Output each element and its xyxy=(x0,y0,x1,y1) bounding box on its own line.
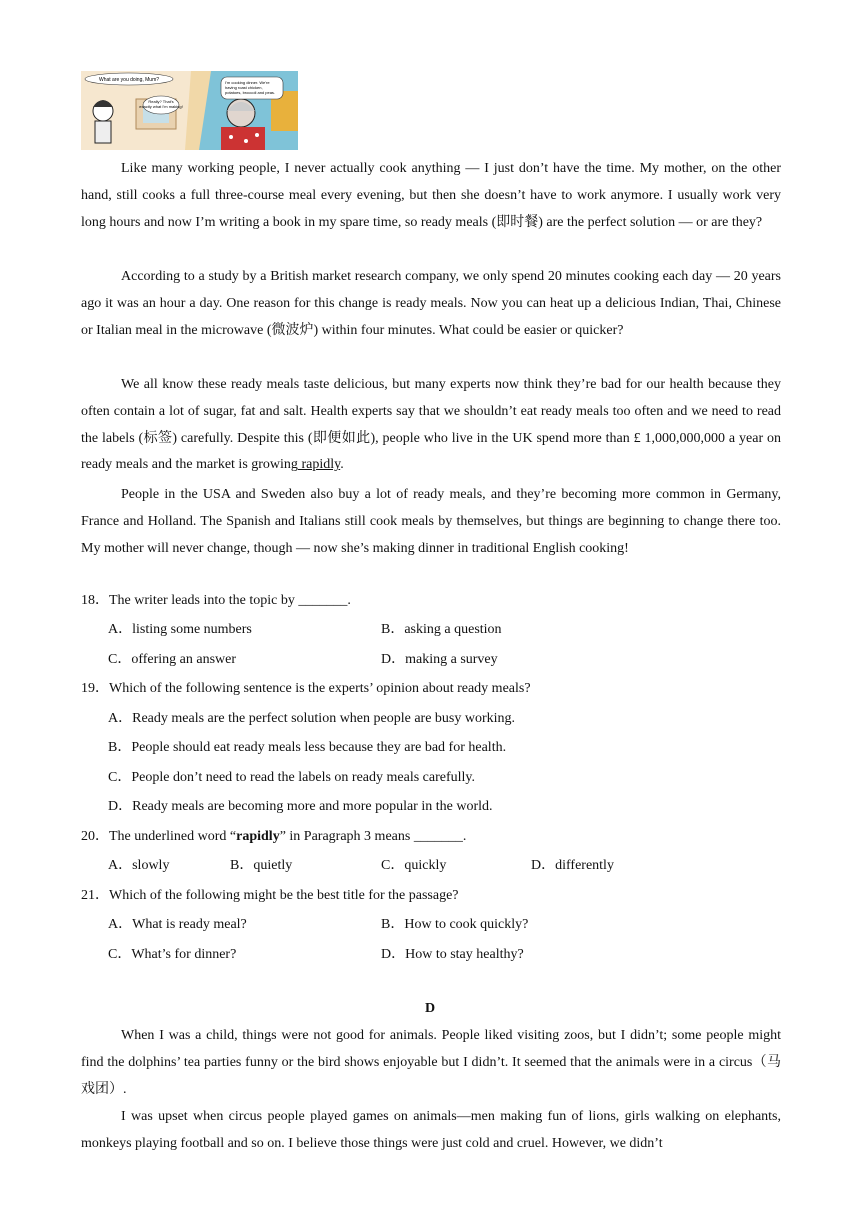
q20-option-a: A．slowly xyxy=(108,858,170,873)
svg-text:exactly what I'm making!: exactly what I'm making! xyxy=(139,104,183,109)
paragraph-3-end: . xyxy=(340,457,344,473)
q19-option-a: A．Ready meals are the perfect solution when people are busy working. xyxy=(108,711,516,726)
q18-option-b: B．asking a question xyxy=(381,622,502,637)
svg-text:Really? That's: Really? That's xyxy=(148,99,174,104)
section-d-title: D xyxy=(424,1001,436,1016)
svg-text:potatoes, broccoli and peas.: potatoes, broccoli and peas. xyxy=(225,90,276,95)
speech-bubble-left xyxy=(85,73,173,85)
q19-option-c: C．People don’t need to read the labels on ready meals carefully. xyxy=(108,770,475,785)
q20-option-d: D．differently xyxy=(531,858,614,873)
speech-bubble-right xyxy=(221,77,283,99)
q20-option-c: C．quickly xyxy=(381,858,447,873)
comic-illustration xyxy=(81,71,298,150)
q19-option-d: D．Ready meals are becoming more and more popular in the world. xyxy=(108,799,493,814)
section-d-paragraph-1: When I was a child, things were not good for animals. People liked visiting zoos, but I didn’t; some people might find the dolphins’ tea parties funny or the bird shows enjoyable but I didn’t. It seemed that the animals were in a circus（马戏团）. xyxy=(81,1028,781,1097)
q21-option-b: B．How to cook quickly? xyxy=(381,917,529,932)
q19-option-b: B．People should eat ready meals less because they are bad for health. xyxy=(108,740,507,755)
comic-drawing xyxy=(81,71,298,150)
paragraph-4: People in the USA and Sweden also buy a lot of ready meals, and they’re becoming more common in Germany, France and Holland. The Spanish and Italians still cook meals by themselves, but things are beginning to change there too. My mother will never change, though — now she’s making dinner in traditional English cooking! xyxy=(81,487,781,556)
q21-option-d: D．How to stay healthy? xyxy=(381,947,524,962)
q21-option-c: C．What’s for dinner? xyxy=(108,947,237,962)
question-20 xyxy=(81,827,781,847)
underlined-word-rapidly: rapidly xyxy=(297,457,341,473)
q18-option-c: C．offering an answer xyxy=(108,652,237,667)
svg-text:having roast chicken,: having roast chicken, xyxy=(225,85,263,90)
q20-stem-end: ” in Paragraph 3 means _______. xyxy=(279,829,467,844)
paragraph-3 xyxy=(81,372,781,479)
question-21: 21．Which of the following might be the best title for the passage? xyxy=(81,888,459,903)
question-19: 19．Which of the following sentence is the experts’ opinion about ready meals? xyxy=(81,681,531,696)
q20-option-b: B．quietly xyxy=(230,858,293,873)
q20-stem-start: 20．The underlined word “ xyxy=(81,829,237,844)
q18-option-a: A．listing some numbers xyxy=(108,622,252,637)
svg-text:I'm cooking dinner. We're: I'm cooking dinner. We're xyxy=(225,80,270,85)
paragraph-3-text: We all know these ready meals taste delicious, but many experts now think they’re bad for our health because they often contain a lot of sugar, fat and salt. Health experts say that we shouldn’t eat ready meals too often and we need to read the labels (标签) carefully. Despite this (即便如此), people who live in the UK spend more than £ 1,000,000,000 a year on ready meals and the market is growing xyxy=(81,377,781,473)
paragraph-2: According to a study by a British market research company, we only spend 20 minutes cooking each day — 20 years ago it was an hour a day. One reason for this change is ready meals. Now you can heat up a delicious Indian, Thai, Chinese or Italian meal in the microwave (微波炉) within four minutes. What could be easier or quicker? xyxy=(81,269,781,338)
paragraph-1: Like many working people, I never actually cook anything — I just don’t have the time. My mother, on the other hand, still cooks a full three-course meal every evening, but then she doesn’t have to work anymore. I usually work very long hours and now I’m writing a book in my spare time, so ready meals (即时餐) are the perfect solution — or are they? xyxy=(81,161,781,230)
question-18: 18．The writer leads into the topic by _______. xyxy=(81,593,351,608)
q20-bold-word: rapidly xyxy=(236,829,280,844)
svg-text:What are you doing, Mum?: What are you doing, Mum? xyxy=(98,77,160,83)
q21-option-a: A．What is ready meal? xyxy=(108,917,247,932)
section-d-paragraph-2: I was upset when circus people played games on animals—men making fun of lions, girls walking on elephants, monkeys playing football and so on. I believe those things were just cold and cruel. However, we didn’t xyxy=(81,1109,781,1151)
q18-option-d: D．making a survey xyxy=(381,652,498,667)
